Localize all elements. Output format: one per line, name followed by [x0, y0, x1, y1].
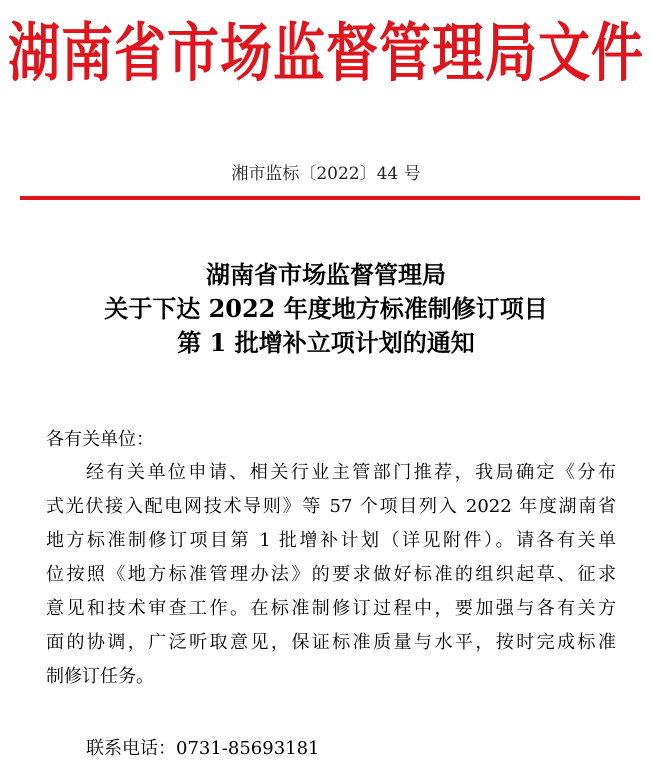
notice-title-line-2: 关于下达 2022 年度地方标准制修订项目 — [104, 294, 548, 323]
red-divider-line — [20, 196, 640, 200]
notice-title-line-3: 第 1 批增补立项计划的通知 — [177, 328, 475, 357]
document-number: 湘市监标〔2022〕44 号 — [231, 164, 421, 184]
body-line-3: 地方标准制修订项目第 1 批增补计划（详见附件）。请各有关单 — [46, 530, 616, 551]
body-paragraph — [46, 456, 616, 694]
body-line-7: 制修订任务。 — [46, 666, 154, 687]
notice-title — [0, 258, 652, 360]
body-line-6: 面的协调，广泛听取意见，保证标准质量与水平，按时完成标准 — [46, 632, 616, 653]
salutation: 各有关单位： — [46, 429, 154, 450]
org-header-title: 湖南省市场监督管理局文件 — [7, 16, 644, 91]
body-line-1: 经有关单位申请、相关行业主管部门推荐，我局确定《分布 — [86, 462, 616, 483]
notice-title-line-1: 湖南省市场监督管理局 — [206, 260, 446, 289]
body-line-4: 位按照《地方标准管理办法》的要求做好标准的组织起草、征求 — [46, 564, 616, 585]
body-line-2: 式光伏接入配电网技术导则》等 57 个项目列入 2022 年度湖南省 — [46, 496, 616, 517]
contact-phone: 联系电话：0731-85693181 — [86, 738, 320, 759]
body-line-5: 意见和技术审查工作。在标准制修订过程中，要加强与各有关方 — [46, 598, 616, 619]
